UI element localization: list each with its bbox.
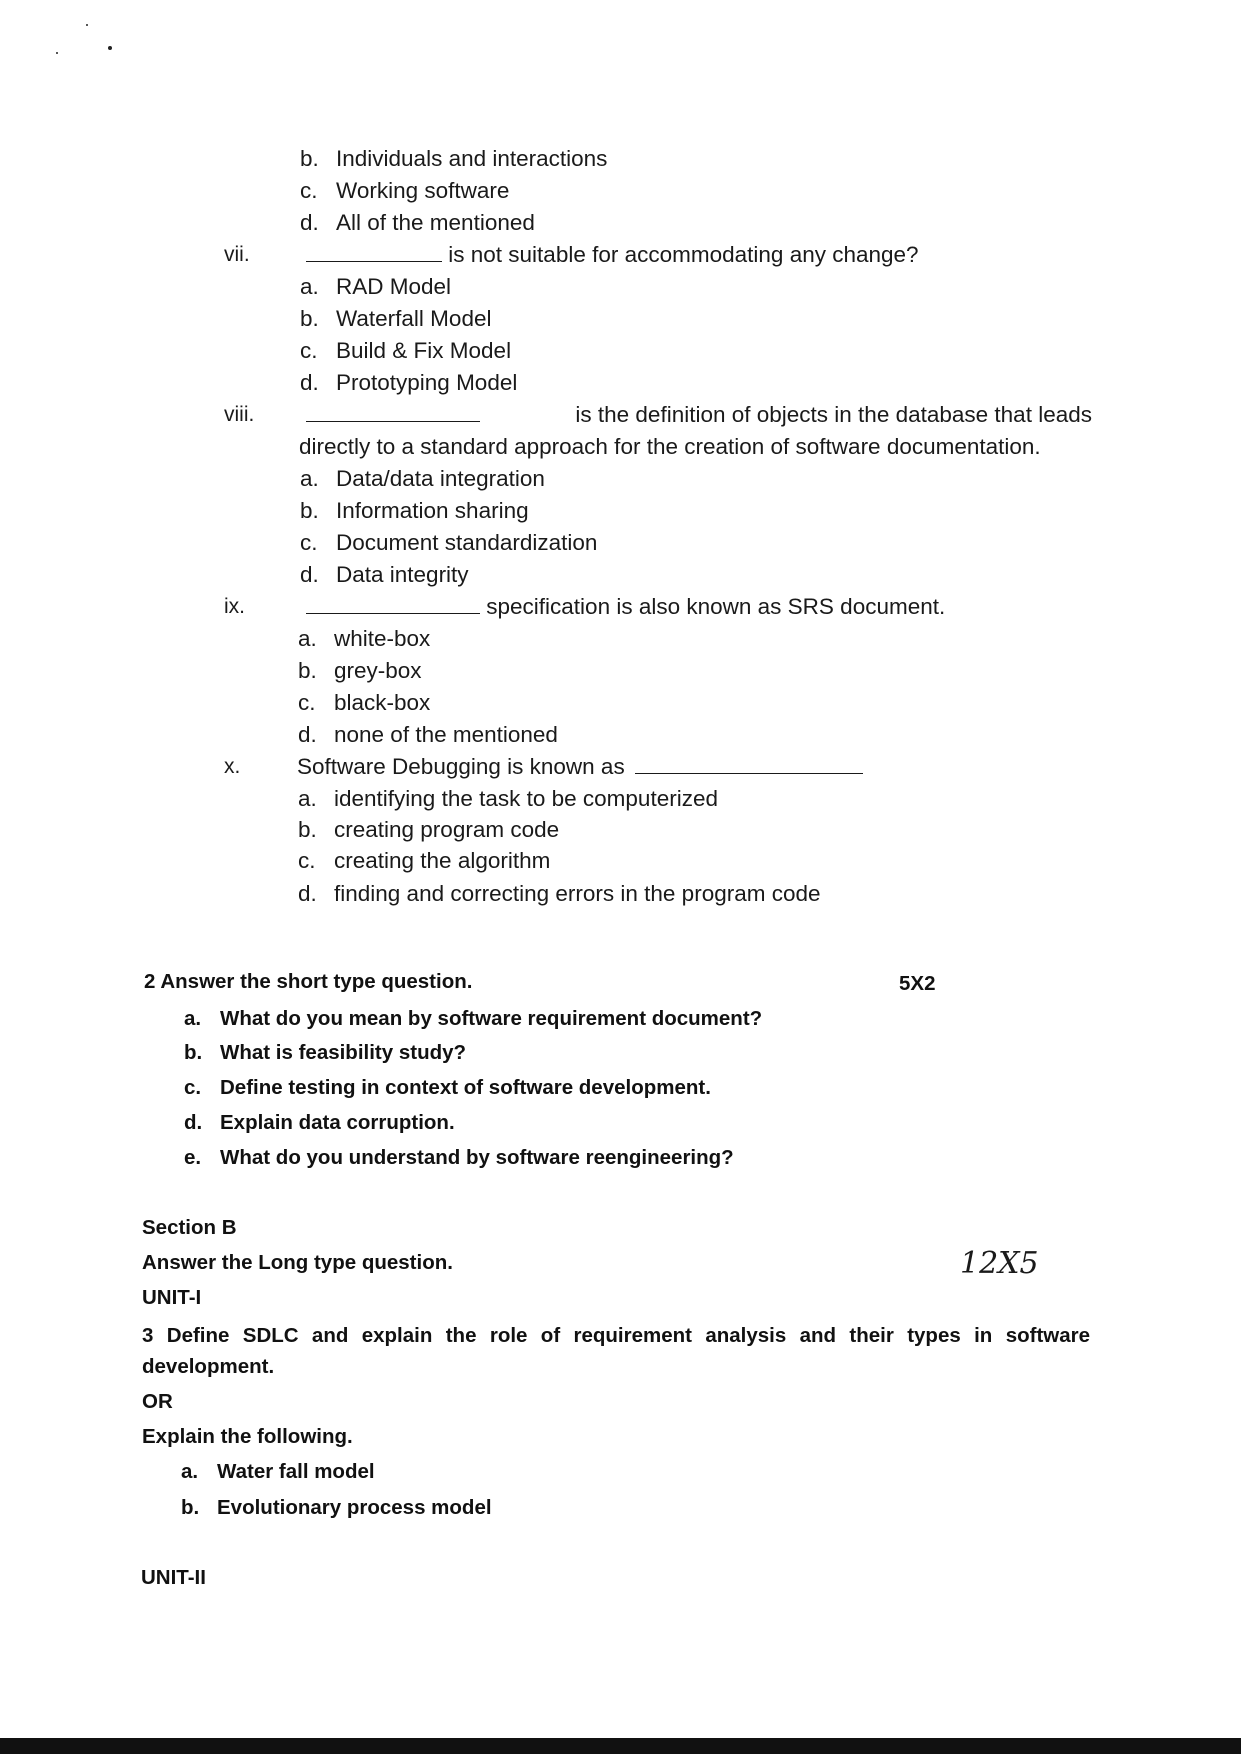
q7-option-b: b. Waterfall Model xyxy=(300,306,492,331)
scan-bottom-edge xyxy=(0,1738,1241,1754)
q7-option-c: c. Build & Fix Model xyxy=(300,338,512,363)
q8-option-a: a. Data/data integration xyxy=(300,466,545,491)
q9-option-b: b. grey-box xyxy=(298,658,422,683)
short-question-a: a. What do you mean by software requirement document? xyxy=(184,1007,763,1030)
q8-option-c: c. Document standardization xyxy=(300,530,598,555)
unit1-title: UNIT-I xyxy=(142,1286,202,1309)
answer-blank xyxy=(306,403,480,422)
q10-option-c: c. creating the algorithm xyxy=(298,848,551,873)
q7-option-d: d. Prototyping Model xyxy=(300,370,518,395)
question-number-x: x. xyxy=(224,755,241,778)
short-question-e: e. What do you understand by software reengineering? xyxy=(184,1146,734,1169)
q10-option-a: a. identifying the task to be computerized xyxy=(298,786,718,811)
prev-option-c: c. Working software xyxy=(300,178,510,203)
alt-item-a: a. Water fall model xyxy=(181,1460,375,1483)
section-b-instruction: Answer the Long type question. xyxy=(142,1251,453,1274)
question-viii-text-line2: directly to a standard approach for the creation of software documentation. xyxy=(299,434,1041,459)
q9-option-c: c. black-box xyxy=(298,690,431,715)
alt-item-b: b. Evolutionary process model xyxy=(181,1496,492,1519)
handwritten-marks: 12X5 xyxy=(960,1246,1039,1281)
or-label: OR xyxy=(142,1390,173,1413)
answer-blank xyxy=(635,755,863,774)
question-number-ix: ix. xyxy=(224,595,245,618)
section2-heading: 2 Answer the short type question. xyxy=(144,970,473,993)
alt-question-heading: Explain the following. xyxy=(142,1425,353,1448)
q8-option-d: d. Data integrity xyxy=(300,562,469,587)
q8-option-b: b. Information sharing xyxy=(300,498,529,523)
unit1-question-3: 3 Define SDLC and explain the role of requirement analysis and their types in software development. xyxy=(142,1324,1090,1378)
question-ix-text: specification is also known as SRS document. xyxy=(306,594,945,620)
section2-marks: 5X2 xyxy=(899,972,936,995)
q10-option-d: d. finding and correcting errors in the program code xyxy=(298,881,821,906)
prev-option-b: b. Individuals and interactions xyxy=(300,146,608,171)
question-x-text: Software Debugging is known as xyxy=(297,754,863,780)
scan-speck xyxy=(108,46,112,50)
prev-option-d: d. All of the mentioned xyxy=(300,210,535,235)
answer-blank xyxy=(306,595,480,614)
answer-blank xyxy=(306,243,442,262)
question-viii-text-line1: is the definition of objects in the database that leads xyxy=(306,402,1092,428)
short-question-c: c. Define testing in context of software development. xyxy=(184,1076,711,1099)
q10-option-b: b. creating program code xyxy=(298,817,560,842)
question-number-vii: vii. xyxy=(224,243,250,266)
question-number-viii: viii. xyxy=(224,403,255,426)
unit2-title: UNIT-II xyxy=(141,1566,206,1589)
q7-option-a: a. RAD Model xyxy=(300,274,452,299)
question-vii-text: is not suitable for accommodating any change? xyxy=(306,242,919,268)
short-question-d: d. Explain data corruption. xyxy=(184,1111,455,1134)
scan-speck xyxy=(86,24,88,26)
q9-option-a: a. white-box xyxy=(298,626,431,651)
section-b-title: Section B xyxy=(142,1216,237,1239)
short-question-b: b. What is feasibility study? xyxy=(184,1041,467,1064)
scan-speck xyxy=(56,52,58,54)
q9-option-d: d. none of the mentioned xyxy=(298,722,558,747)
